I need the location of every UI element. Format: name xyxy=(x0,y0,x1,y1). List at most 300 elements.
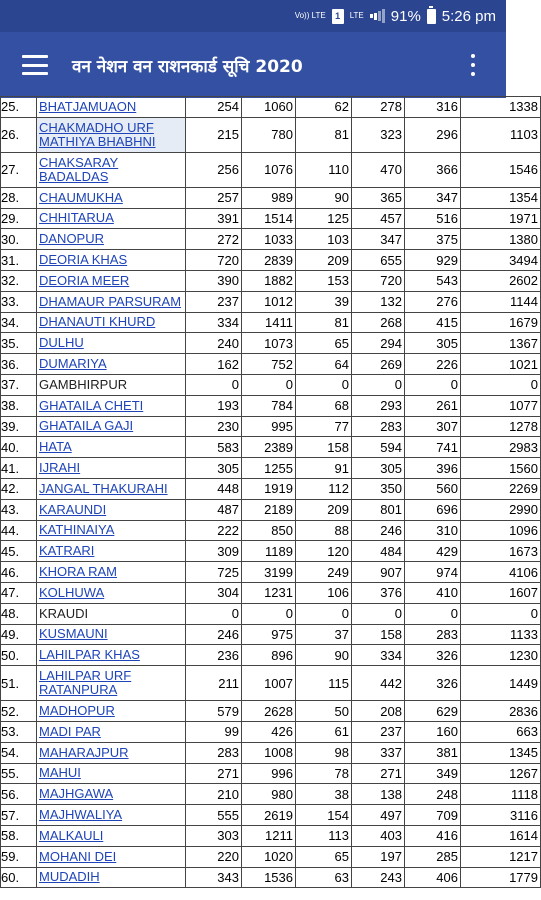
village-name: GAMBHIRPUR xyxy=(39,376,128,392)
value-cell: 0 xyxy=(242,374,296,395)
village-name-cell xyxy=(37,541,186,562)
table-row xyxy=(1,187,541,208)
value-cell: 375 xyxy=(405,229,461,250)
village-link[interactable]: GHATAILA GAJI xyxy=(39,418,134,434)
value-cell: 343 xyxy=(186,867,242,888)
value-cell: 1971 xyxy=(461,208,541,229)
value-cell: 594 xyxy=(352,437,405,458)
table-row xyxy=(1,354,541,375)
value-cell: 158 xyxy=(352,624,405,645)
value-cell: 78 xyxy=(296,763,352,784)
value-cell: 3199 xyxy=(242,562,296,583)
village-link[interactable]: DEORIA MEER xyxy=(39,272,130,288)
value-cell: 91 xyxy=(296,458,352,479)
row-number: 29. xyxy=(1,208,37,229)
row-number: 34. xyxy=(1,312,37,333)
table-row xyxy=(1,478,541,499)
ration-card-table-container[interactable] xyxy=(0,98,538,900)
value-cell: 278 xyxy=(352,97,405,118)
village-link[interactable]: MADI PAR xyxy=(39,723,101,739)
village-name-cell xyxy=(37,645,186,666)
village-link[interactable]: MOHANI DEI xyxy=(39,848,117,864)
value-cell: 1073 xyxy=(242,333,296,354)
village-link[interactable]: CHAKMADHO URF MATHIYA BHABHNI xyxy=(39,119,156,149)
value-cell: 1077 xyxy=(461,395,541,416)
village-name-cell xyxy=(37,395,186,416)
village-name-cell xyxy=(37,478,186,499)
table-row xyxy=(1,291,541,312)
value-cell: 2189 xyxy=(242,499,296,520)
value-cell: 305 xyxy=(352,458,405,479)
value-cell: 271 xyxy=(186,763,242,784)
value-cell: 403 xyxy=(352,825,405,846)
table-row xyxy=(1,374,541,395)
battery-icon xyxy=(427,9,436,24)
value-cell: 1411 xyxy=(242,312,296,333)
value-cell: 62 xyxy=(296,97,352,118)
village-link[interactable]: CHHITARUA xyxy=(39,210,114,226)
value-cell: 3116 xyxy=(461,805,541,826)
value-cell: 376 xyxy=(352,582,405,603)
hamburger-menu-icon[interactable] xyxy=(22,55,48,75)
value-cell: 1060 xyxy=(242,97,296,118)
value-cell: 268 xyxy=(352,312,405,333)
village-name-cell xyxy=(37,270,186,291)
value-cell: 1020 xyxy=(242,846,296,867)
row-number: 48. xyxy=(1,603,37,624)
value-cell: 261 xyxy=(405,395,461,416)
table-row xyxy=(1,541,541,562)
value-cell: 38 xyxy=(296,784,352,805)
village-link[interactable]: MALKAULI xyxy=(39,827,104,843)
village-name-cell xyxy=(37,624,186,645)
value-cell: 256 xyxy=(186,152,242,187)
value-cell: 850 xyxy=(242,520,296,541)
table-row xyxy=(1,666,541,701)
value-cell: 1679 xyxy=(461,312,541,333)
table-row xyxy=(1,867,541,888)
value-cell: 106 xyxy=(296,582,352,603)
value-cell: 1133 xyxy=(461,624,541,645)
village-link[interactable]: DANOPUR xyxy=(39,231,105,247)
value-cell: 226 xyxy=(405,354,461,375)
value-cell: 780 xyxy=(242,117,296,152)
row-number: 36. xyxy=(1,354,37,375)
value-cell: 1278 xyxy=(461,416,541,437)
value-cell: 0 xyxy=(296,374,352,395)
row-number: 42. xyxy=(1,478,37,499)
signal-strength-icon xyxy=(370,9,385,24)
village-name-cell xyxy=(37,333,186,354)
table-row xyxy=(1,250,541,271)
table-row xyxy=(1,437,541,458)
value-cell: 2839 xyxy=(242,250,296,271)
village-name-cell xyxy=(37,312,186,333)
table-row xyxy=(1,152,541,187)
value-cell: 1231 xyxy=(242,582,296,603)
value-cell: 0 xyxy=(405,374,461,395)
value-cell: 304 xyxy=(186,582,242,603)
value-cell: 929 xyxy=(405,250,461,271)
village-link[interactable]: KATRARI xyxy=(39,543,95,559)
value-cell: 138 xyxy=(352,784,405,805)
value-cell: 2269 xyxy=(461,478,541,499)
value-cell: 220 xyxy=(186,846,242,867)
value-cell: 416 xyxy=(405,825,461,846)
value-cell: 65 xyxy=(296,333,352,354)
village-name: KRAUDI xyxy=(39,605,89,621)
value-cell: 555 xyxy=(186,805,242,826)
value-cell: 896 xyxy=(242,645,296,666)
value-cell: 543 xyxy=(405,270,461,291)
value-cell: 115 xyxy=(296,666,352,701)
value-cell: 1021 xyxy=(461,354,541,375)
row-number: 45. xyxy=(1,541,37,562)
value-cell: 246 xyxy=(352,520,405,541)
value-cell: 310 xyxy=(405,520,461,541)
value-cell: 1449 xyxy=(461,666,541,701)
village-name-cell xyxy=(37,562,186,583)
value-cell: 0 xyxy=(405,603,461,624)
sim-icon: 1 xyxy=(332,9,344,24)
row-number: 55. xyxy=(1,763,37,784)
value-cell: 2836 xyxy=(461,701,541,722)
village-name-cell xyxy=(37,825,186,846)
value-cell: 410 xyxy=(405,582,461,603)
value-cell: 230 xyxy=(186,416,242,437)
value-cell: 907 xyxy=(352,562,405,583)
value-cell: 39 xyxy=(296,291,352,312)
value-cell: 1033 xyxy=(242,229,296,250)
value-cell: 162 xyxy=(186,354,242,375)
value-cell: 249 xyxy=(296,562,352,583)
value-cell: 989 xyxy=(242,187,296,208)
value-cell: 497 xyxy=(352,805,405,826)
value-cell: 741 xyxy=(405,437,461,458)
value-cell: 2619 xyxy=(242,805,296,826)
lte-indicator: LTE xyxy=(349,11,364,20)
value-cell: 1345 xyxy=(461,742,541,763)
row-number: 50. xyxy=(1,645,37,666)
table-row xyxy=(1,721,541,742)
row-number: 44. xyxy=(1,520,37,541)
value-cell: 125 xyxy=(296,208,352,229)
value-cell: 1144 xyxy=(461,291,541,312)
value-cell: 193 xyxy=(186,395,242,416)
value-cell: 222 xyxy=(186,520,242,541)
value-cell: 326 xyxy=(405,666,461,701)
village-link[interactable]: KOLHUWA xyxy=(39,584,105,600)
value-cell: 470 xyxy=(352,152,405,187)
village-name-cell xyxy=(37,416,186,437)
value-cell: 366 xyxy=(405,152,461,187)
village-name-cell xyxy=(37,520,186,541)
ration-card-table xyxy=(0,96,541,888)
value-cell: 283 xyxy=(186,742,242,763)
value-cell: 158 xyxy=(296,437,352,458)
value-cell: 1779 xyxy=(461,867,541,888)
village-name-cell xyxy=(37,152,186,187)
value-cell: 1536 xyxy=(242,867,296,888)
value-cell: 720 xyxy=(186,250,242,271)
value-cell: 61 xyxy=(296,721,352,742)
value-cell: 334 xyxy=(186,312,242,333)
village-link[interactable]: MADHOPUR xyxy=(39,703,115,719)
value-cell: 1919 xyxy=(242,478,296,499)
value-cell: 90 xyxy=(296,645,352,666)
value-cell: 349 xyxy=(405,763,461,784)
village-link[interactable]: GHATAILA CHETI xyxy=(39,397,144,413)
value-cell: 240 xyxy=(186,333,242,354)
value-cell: 350 xyxy=(352,478,405,499)
value-cell: 1560 xyxy=(461,458,541,479)
value-cell: 784 xyxy=(242,395,296,416)
value-cell: 237 xyxy=(186,291,242,312)
value-cell: 0 xyxy=(352,603,405,624)
value-cell: 1338 xyxy=(461,97,541,118)
row-number: 57. xyxy=(1,805,37,826)
village-name-cell xyxy=(37,250,186,271)
value-cell: 208 xyxy=(352,701,405,722)
village-name-cell xyxy=(37,742,186,763)
village-link[interactable]: DUMARIYA xyxy=(39,356,107,372)
village-name-cell xyxy=(37,374,186,395)
value-cell: 0 xyxy=(461,603,541,624)
value-cell: 1103 xyxy=(461,117,541,152)
value-cell: 484 xyxy=(352,541,405,562)
village-name-cell xyxy=(37,867,186,888)
village-link[interactable]: CHAUMUKHA xyxy=(39,189,123,205)
row-number: 35. xyxy=(1,333,37,354)
row-number: 54. xyxy=(1,742,37,763)
village-link[interactable]: CHAKSARAY BADALDAS xyxy=(39,154,119,184)
status-bar xyxy=(0,0,506,32)
value-cell: 1217 xyxy=(461,846,541,867)
table-row xyxy=(1,645,541,666)
page-title: वन नेशन वन राशनकार्ड सूचि 2020 xyxy=(72,56,303,77)
village-link[interactable]: BHATJAMUAON xyxy=(39,98,137,114)
village-link[interactable]: KUSMAUNI xyxy=(39,626,108,642)
value-cell: 720 xyxy=(352,270,405,291)
village-name-cell xyxy=(37,458,186,479)
value-cell: 1076 xyxy=(242,152,296,187)
village-link[interactable]: DULHU xyxy=(39,335,84,351)
value-cell: 1007 xyxy=(242,666,296,701)
table-row xyxy=(1,562,541,583)
village-link[interactable]: LAHILPAR URF RATANPURA xyxy=(39,668,132,698)
battery-percent: 91% xyxy=(390,7,421,25)
table-row xyxy=(1,208,541,229)
row-number: 38. xyxy=(1,395,37,416)
value-cell: 487 xyxy=(186,499,242,520)
value-cell: 2389 xyxy=(242,437,296,458)
value-cell: 1267 xyxy=(461,763,541,784)
village-name-cell xyxy=(37,603,186,624)
table-row xyxy=(1,458,541,479)
village-link[interactable]: KATHINAIYA xyxy=(39,522,115,538)
row-number: 58. xyxy=(1,825,37,846)
table-row xyxy=(1,701,541,722)
value-cell: 1118 xyxy=(461,784,541,805)
value-cell: 390 xyxy=(186,270,242,291)
value-cell: 2990 xyxy=(461,499,541,520)
value-cell: 316 xyxy=(405,97,461,118)
village-name-cell xyxy=(37,582,186,603)
value-cell: 1008 xyxy=(242,742,296,763)
overflow-menu-icon[interactable] xyxy=(470,54,476,76)
row-number: 41. xyxy=(1,458,37,479)
value-cell: 448 xyxy=(186,478,242,499)
value-cell: 211 xyxy=(186,666,242,701)
value-cell: 77 xyxy=(296,416,352,437)
row-number: 51. xyxy=(1,666,37,701)
table-row xyxy=(1,763,541,784)
row-number: 47. xyxy=(1,582,37,603)
value-cell: 4106 xyxy=(461,562,541,583)
row-number: 37. xyxy=(1,374,37,395)
row-number: 32. xyxy=(1,270,37,291)
table-row xyxy=(1,270,541,291)
value-cell: 197 xyxy=(352,846,405,867)
value-cell: 120 xyxy=(296,541,352,562)
village-link[interactable]: MUDADIH xyxy=(39,869,100,885)
village-link[interactable]: DHANAUTI KHURD xyxy=(39,314,156,330)
village-link[interactable]: HATA xyxy=(39,439,72,455)
value-cell: 442 xyxy=(352,666,405,701)
value-cell: 1255 xyxy=(242,458,296,479)
value-cell: 272 xyxy=(186,229,242,250)
row-number: 28. xyxy=(1,187,37,208)
village-name-cell xyxy=(37,229,186,250)
village-link[interactable]: LAHILPAR KHAS xyxy=(39,647,140,663)
value-cell: 98 xyxy=(296,742,352,763)
village-link[interactable]: DHAMAUR PARSURAM xyxy=(39,293,182,309)
row-number: 27. xyxy=(1,152,37,187)
row-number: 52. xyxy=(1,701,37,722)
value-cell: 1380 xyxy=(461,229,541,250)
value-cell: 396 xyxy=(405,458,461,479)
value-cell: 391 xyxy=(186,208,242,229)
row-number: 40. xyxy=(1,437,37,458)
village-link[interactable]: DEORIA KHAS xyxy=(39,252,128,268)
village-name-cell xyxy=(37,721,186,742)
row-number: 46. xyxy=(1,562,37,583)
value-cell: 285 xyxy=(405,846,461,867)
value-cell: 1211 xyxy=(242,825,296,846)
village-name-cell xyxy=(37,784,186,805)
row-number: 30. xyxy=(1,229,37,250)
table-row xyxy=(1,603,541,624)
value-cell: 246 xyxy=(186,624,242,645)
value-cell: 132 xyxy=(352,291,405,312)
row-number: 60. xyxy=(1,867,37,888)
value-cell: 1189 xyxy=(242,541,296,562)
value-cell: 0 xyxy=(186,603,242,624)
row-number: 33. xyxy=(1,291,37,312)
village-link[interactable]: JANGAL THAKURAHI xyxy=(39,480,168,496)
value-cell: 334 xyxy=(352,645,405,666)
value-cell: 995 xyxy=(242,416,296,437)
value-cell: 305 xyxy=(186,458,242,479)
village-name-cell xyxy=(37,97,186,118)
value-cell: 64 xyxy=(296,354,352,375)
value-cell: 153 xyxy=(296,270,352,291)
value-cell: 696 xyxy=(405,499,461,520)
value-cell: 0 xyxy=(242,603,296,624)
value-cell: 560 xyxy=(405,478,461,499)
value-cell: 271 xyxy=(352,763,405,784)
value-cell: 2628 xyxy=(242,701,296,722)
value-cell: 974 xyxy=(405,562,461,583)
village-name-cell xyxy=(37,208,186,229)
table-row xyxy=(1,312,541,333)
value-cell: 305 xyxy=(405,333,461,354)
village-name-cell xyxy=(37,354,186,375)
value-cell: 2602 xyxy=(461,270,541,291)
village-link[interactable]: KARAUNDI xyxy=(39,501,107,517)
value-cell: 160 xyxy=(405,721,461,742)
clock: 5:26 pm xyxy=(441,7,496,25)
value-cell: 210 xyxy=(186,784,242,805)
value-cell: 257 xyxy=(186,187,242,208)
value-cell: 237 xyxy=(352,721,405,742)
village-link[interactable]: MAJHWALIYA xyxy=(39,807,123,822)
value-cell: 68 xyxy=(296,395,352,416)
value-cell: 725 xyxy=(186,562,242,583)
village-name-cell xyxy=(37,763,186,784)
village-name-cell xyxy=(37,291,186,312)
row-number: 43. xyxy=(1,499,37,520)
value-cell: 516 xyxy=(405,208,461,229)
value-cell: 1367 xyxy=(461,333,541,354)
value-cell: 243 xyxy=(352,867,405,888)
value-cell: 303 xyxy=(186,825,242,846)
value-cell: 209 xyxy=(296,250,352,271)
value-cell: 3494 xyxy=(461,250,541,271)
value-cell: 381 xyxy=(405,742,461,763)
value-cell: 307 xyxy=(405,416,461,437)
village-link[interactable]: MAHUI xyxy=(39,765,81,781)
value-cell: 347 xyxy=(352,229,405,250)
table-row xyxy=(1,229,541,250)
row-number: 56. xyxy=(1,784,37,805)
table-row xyxy=(1,784,541,805)
value-cell: 1607 xyxy=(461,582,541,603)
value-cell: 81 xyxy=(296,117,352,152)
value-cell: 37 xyxy=(296,624,352,645)
value-cell: 0 xyxy=(352,374,405,395)
village-link[interactable]: MAHARAJPUR xyxy=(39,744,129,760)
value-cell: 209 xyxy=(296,499,352,520)
table-row xyxy=(1,825,541,846)
value-cell: 2983 xyxy=(461,437,541,458)
table-row xyxy=(1,499,541,520)
value-cell: 110 xyxy=(296,152,352,187)
value-cell: 112 xyxy=(296,478,352,499)
value-cell: 113 xyxy=(296,825,352,846)
village-name-cell xyxy=(37,805,186,826)
village-link[interactable]: IJRAHI xyxy=(39,460,81,476)
row-number: 26. xyxy=(1,117,37,152)
value-cell: 1673 xyxy=(461,541,541,562)
table-row xyxy=(1,805,541,826)
village-name-cell xyxy=(37,437,186,458)
value-cell: 1546 xyxy=(461,152,541,187)
value-cell: 1012 xyxy=(242,291,296,312)
value-cell: 996 xyxy=(242,763,296,784)
village-link[interactable]: MAJHGAWA xyxy=(39,786,114,802)
village-link[interactable]: KHORA RAM xyxy=(39,564,118,580)
